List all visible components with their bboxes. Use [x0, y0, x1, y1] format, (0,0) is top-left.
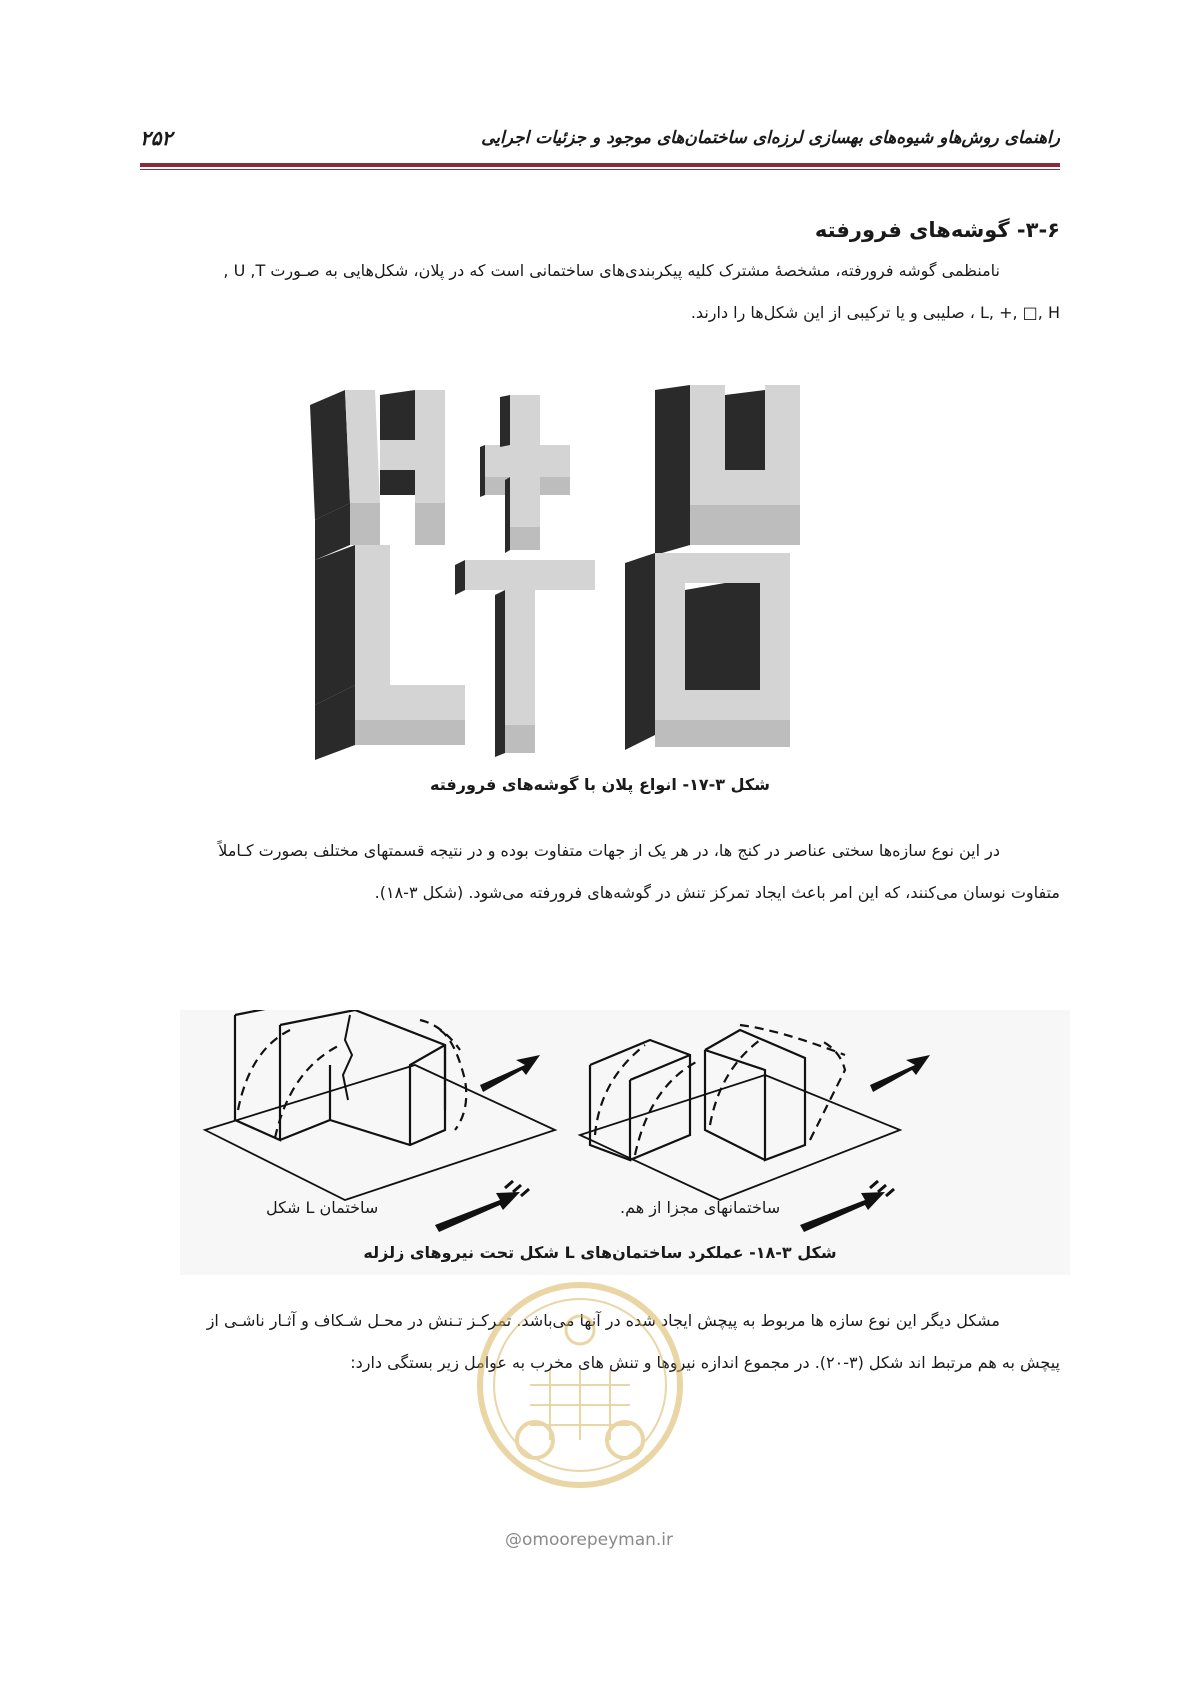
figure1-caption: شکل ۳-۱۷- انواع پلان با گوشه‌های فرورفته: [430, 775, 770, 794]
letter-h-block: [310, 390, 445, 560]
paragraph-line: مشکل دیگر این نوع سازه ها مربوط به پیچش ایجاد شده در آنها می‌باشد. تمرکـز تـنش در محـل شـکاف و آثـار ناشـی از: [206, 1311, 1000, 1330]
watermark-logo: [470, 1275, 690, 1495]
figure2-caption: شکل ۳-۱۸- عملکرد ساختمان‌های L شکل تحت نیروهای زلزله: [363, 1243, 837, 1262]
paragraph-stiffness: [138, 830, 1060, 914]
page-number: ۲۵۲: [140, 126, 173, 150]
letter-plus-block: [480, 395, 570, 553]
header-rule-thick: [140, 163, 1060, 167]
letter-square-block: [625, 553, 790, 750]
paragraph-line: متفاوت نوسان می‌کنند، که این امر باعث ایجاد تمرکز تنش در گوشه‌های فرورفته می‌شود. (شکل ۳-۱۸).: [374, 883, 1060, 902]
header-rule-thin: [140, 169, 1060, 170]
paragraph-intro: [138, 250, 1060, 334]
figure-plan-shapes: [305, 385, 885, 785]
paragraph-line: L, +, □, H ، صلیبی و یا ترکیبی از این شکل‌ها را دارند.: [690, 303, 1060, 322]
figure-building-behaviour: [180, 1010, 1070, 1275]
running-header-title: راهنمای روش‌هاو شیوه‌های بهسازی لرزه‌ای ساختمان‌های موجود و جزئیات اجرایی: [481, 128, 1060, 148]
section-heading: ۳-۶- گوشه‌های فرورفته: [814, 218, 1060, 242]
paragraph-line: در این نوع سازه‌ها سختی عناصر در کنج ها، در هر یک از جهات متفاوت بوده و در نتیجه قسمتهای مختلف بصورت کـاملاً: [218, 841, 1000, 860]
paragraph-line: نامنظمی گوشه فرورفته، مشخصهٔ مشترک کلیه پیکربندی‌های ساختمانی است که در پلان، شکل‌هایی به صـورت U ,T ,: [223, 261, 1000, 280]
running-header: [140, 128, 1060, 160]
watermark-url: @omoorepeyman.ir: [505, 1530, 674, 1550]
paragraph-line: پیچش به هم مرتبط اند شکل (۳-۲۰). در مجموع اندازه نیروها و تنش های مخرب به عوامل زیر بستگی دارد:: [350, 1353, 1060, 1372]
label-separated-buildings: ساختمانهای مجزا از هم.: [620, 1198, 781, 1217]
letter-t-block: [455, 560, 595, 757]
label-l-shaped-building: ساختمان L شکل: [266, 1198, 379, 1217]
letter-u-block: [655, 385, 800, 555]
letter-l-block: [315, 545, 465, 760]
